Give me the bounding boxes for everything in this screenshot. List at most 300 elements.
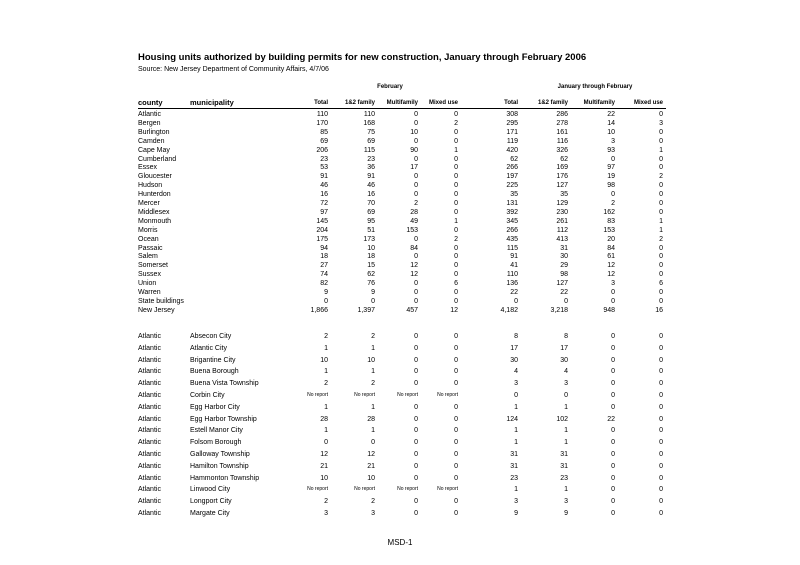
- table-row: [0, 332, 800, 341]
- table-row: [0, 235, 800, 244]
- table-row: [0, 379, 800, 388]
- feb-total-cell: 91: [320, 173, 328, 181]
- ytd-mixed-use-cell: 1: [659, 217, 663, 225]
- feb-multifamily-cell: 0: [414, 415, 418, 423]
- county-cell: Warren: [138, 289, 161, 296]
- table-row: [0, 110, 800, 119]
- feb-total-cell: 18: [320, 253, 328, 261]
- feb-multifamily-cell: 90: [410, 146, 418, 154]
- ytd-multifamily-cell: 12: [607, 262, 615, 270]
- county-cell: Atlantic: [138, 439, 161, 447]
- feb-1-2-family-cell: 16: [367, 191, 375, 199]
- feb-1-2-family-cell: No report: [354, 392, 375, 398]
- source-note: Source: New Jersey Department of Community Affairs, 4/7/06: [138, 66, 329, 73]
- feb-total-cell: 21: [320, 462, 328, 470]
- ytd-mixed-use-cell: 0: [659, 498, 663, 506]
- table-row: [0, 146, 800, 155]
- ytd-total-cell: 17: [510, 344, 518, 352]
- table-row: [0, 306, 800, 315]
- feb-multifamily-cell: 0: [414, 427, 418, 435]
- feb-mixed-use-cell: 2: [454, 119, 458, 127]
- ytd-total-cell: 3: [514, 380, 518, 388]
- county-cell: New Jersey: [138, 306, 175, 314]
- feb-mixed-use-cell: 0: [454, 289, 458, 296]
- table-row: [0, 356, 800, 365]
- ytd-mixed-use-cell: 0: [659, 356, 663, 364]
- ytd-mixed-use-cell: 0: [659, 200, 663, 207]
- feb-total-cell: 206: [316, 146, 328, 154]
- group-header-jan-feb: January through February: [557, 84, 633, 90]
- ytd-mixed-use-cell: 0: [659, 111, 663, 118]
- feb-mixed-use-cell: 0: [454, 498, 458, 506]
- feb-mixed-use-cell: 0: [454, 271, 458, 279]
- feb-total-cell: 16: [320, 191, 328, 199]
- county-cell: Atlantic: [138, 462, 161, 470]
- feb-total-cell: 23: [320, 155, 328, 163]
- feb-total-cell: 74: [320, 271, 328, 279]
- county-cell: State buildings: [138, 297, 184, 305]
- county-cell: Atlantic: [138, 415, 161, 423]
- county-cell: Atlantic: [138, 392, 161, 399]
- report-title: Housing units authorized by building permits for new construction, January through February 2006: [138, 52, 587, 63]
- feb-1-2-family-cell: 110: [363, 111, 375, 118]
- municipality-cell: Brigantine City: [190, 356, 236, 364]
- feb-total-cell: 2: [324, 498, 328, 506]
- ytd-1-2-family-cell: 1: [564, 439, 568, 447]
- ytd-multifamily-cell: 162: [603, 208, 615, 216]
- feb-1-2-family-cell: 2: [371, 498, 375, 506]
- feb-mixed-use-cell: 0: [454, 137, 458, 145]
- ytd-multifamily-cell: 0: [611, 451, 615, 458]
- table-row: [0, 438, 800, 447]
- table-row: [0, 119, 800, 128]
- feb-total-cell: No report: [307, 392, 328, 398]
- county-cell: Atlantic: [138, 333, 161, 340]
- county-cell: Gloucester: [138, 173, 172, 181]
- ytd-1-2-family-cell: 102: [556, 415, 568, 423]
- feb-multifamily-cell: 0: [414, 498, 418, 506]
- ytd-multifamily-cell: 0: [611, 474, 615, 482]
- county-cell: Somerset: [138, 262, 168, 270]
- feb-multifamily-cell: 28: [410, 208, 418, 216]
- municipality-cell: Margate City: [190, 510, 230, 517]
- ytd-mixed-use-cell: 0: [659, 297, 663, 305]
- ytd-mixed-use-cell: 0: [659, 155, 663, 163]
- county-cell: Mercer: [138, 200, 160, 207]
- feb-total-cell: 0: [324, 439, 328, 447]
- ytd-mixed-use-cell: 0: [659, 271, 663, 279]
- ytd-mixed-use-cell: 0: [659, 137, 663, 145]
- feb-multifamily-cell: 0: [414, 510, 418, 517]
- feb-mixed-use-cell: 0: [454, 253, 458, 261]
- ytd-1-2-family-cell: 29: [560, 262, 568, 270]
- feb-mixed-use-cell: 0: [454, 173, 458, 181]
- county-cell: Atlantic: [138, 111, 161, 118]
- page-footer: MSD-1: [387, 538, 413, 547]
- feb-total-cell: 69: [320, 137, 328, 145]
- ytd-multifamily-cell: 0: [611, 380, 615, 388]
- ytd-mixed-use-cell: 0: [659, 451, 663, 458]
- county-cell: Burlington: [138, 128, 170, 136]
- county-cell: Passaic: [138, 244, 163, 252]
- feb-1-2-family-cell: 70: [367, 200, 375, 207]
- ytd-1-2-family-cell: 30: [560, 253, 568, 261]
- feb-mixed-use-cell: 0: [454, 111, 458, 118]
- ytd-1-2-family-cell: 3: [564, 380, 568, 388]
- ytd-total-cell: 23: [510, 474, 518, 482]
- feb-total-cell: 0: [324, 297, 328, 305]
- column-header-county: county: [138, 98, 163, 107]
- ytd-mixed-use-cell: 0: [659, 474, 663, 482]
- ytd-mixed-use-cell: 16: [655, 306, 663, 314]
- feb-1-2-family-cell: 62: [367, 271, 375, 279]
- feb-mixed-use-cell: 0: [454, 451, 458, 458]
- ytd-multifamily-cell: 19: [607, 173, 615, 181]
- table-row: [0, 297, 800, 306]
- county-cell: Hunterdon: [138, 191, 171, 199]
- feb-multifamily-cell: 0: [414, 155, 418, 163]
- ytd-multifamily-cell: 0: [611, 191, 615, 199]
- county-cell: Cumberland: [138, 155, 177, 163]
- ytd-total-cell: 392: [506, 208, 518, 216]
- county-cell: Hudson: [138, 182, 163, 190]
- feb-total-cell: 204: [316, 226, 328, 234]
- county-cell: Middlesex: [138, 208, 170, 216]
- ytd-mixed-use-cell: 0: [659, 289, 663, 296]
- feb-1-2-family-cell: 36: [367, 164, 375, 172]
- feb-1-2-family-cell: 15: [367, 262, 375, 270]
- feb-total-cell: 97: [320, 208, 328, 216]
- table-row: [0, 137, 800, 146]
- feb-total-cell: 53: [320, 164, 328, 172]
- feb-total-cell: 2: [324, 333, 328, 340]
- county-cell: Atlantic: [138, 498, 161, 506]
- ytd-multifamily-cell: 0: [611, 368, 615, 376]
- ytd-total-cell: 8: [514, 333, 518, 340]
- ytd-1-2-family-cell: 17: [560, 344, 568, 352]
- feb-multifamily-cell: 0: [414, 137, 418, 145]
- feb-total-cell: 85: [320, 128, 328, 136]
- county-cell: Union: [138, 280, 157, 288]
- feb-mixed-use-cell: 0: [454, 415, 458, 423]
- municipality-cell: Egg Harbor Township: [190, 415, 257, 423]
- feb-1-2-family-cell: 23: [367, 155, 375, 163]
- feb-total-cell: 175: [316, 235, 328, 243]
- ytd-multifamily-cell: 0: [611, 333, 615, 340]
- feb-total-cell: 1: [324, 344, 328, 352]
- ytd-1-2-family-cell: 31: [560, 462, 568, 470]
- ytd-total-cell: 171: [506, 128, 518, 136]
- ytd-1-2-family-cell: 116: [556, 137, 568, 145]
- feb-1-2-family-cell: 1: [371, 403, 375, 411]
- ytd-1-2-family-cell: 31: [560, 451, 568, 458]
- column-header-ytd-mixed-use: Mixed use: [633, 100, 663, 106]
- ytd-mixed-use-cell: 0: [659, 368, 663, 376]
- municipality-cell: Hamilton Township: [190, 462, 249, 470]
- ytd-total-cell: 62: [510, 155, 518, 163]
- feb-mixed-use-cell: 0: [454, 344, 458, 352]
- feb-multifamily-cell: 0: [414, 368, 418, 376]
- ytd-total-cell: 22: [510, 289, 518, 296]
- ytd-total-cell: 197: [506, 173, 518, 181]
- table-row: [0, 208, 800, 217]
- feb-1-2-family-cell: 75: [367, 128, 375, 136]
- ytd-multifamily-cell: 0: [611, 498, 615, 506]
- feb-multifamily-cell: 0: [414, 253, 418, 261]
- municipality-cell: Hammonton Township: [190, 474, 260, 482]
- feb-multifamily-cell: 2: [414, 200, 418, 207]
- table-row: [0, 497, 800, 506]
- column-header-municipality: municipality: [190, 98, 234, 107]
- feb-multifamily-cell: 0: [414, 191, 418, 199]
- ytd-multifamily-cell: 0: [611, 289, 615, 296]
- feb-1-2-family-cell: 76: [367, 280, 375, 288]
- ytd-mixed-use-cell: 2: [659, 173, 663, 181]
- feb-mixed-use-cell: 0: [454, 128, 458, 136]
- ytd-1-2-family-cell: 30: [560, 356, 568, 364]
- feb-mixed-use-cell: 0: [454, 191, 458, 199]
- table-row: [0, 403, 800, 412]
- ytd-1-2-family-cell: 0: [564, 297, 568, 305]
- ytd-1-2-family-cell: 98: [560, 271, 568, 279]
- ytd-multifamily-cell: 83: [607, 217, 615, 225]
- feb-mixed-use-cell: 0: [454, 262, 458, 270]
- ytd-multifamily-cell: 2: [611, 200, 615, 207]
- ytd-multifamily-cell: 0: [611, 403, 615, 411]
- ytd-1-2-family-cell: 176: [556, 173, 568, 181]
- ytd-total-cell: 41: [510, 262, 518, 270]
- county-cell: Atlantic: [138, 356, 161, 364]
- feb-1-2-family-cell: 1: [371, 344, 375, 352]
- ytd-multifamily-cell: 0: [611, 155, 615, 163]
- ytd-1-2-family-cell: 1: [564, 486, 568, 494]
- ytd-multifamily-cell: 98: [607, 182, 615, 190]
- feb-mixed-use-cell: 1: [454, 146, 458, 154]
- ytd-mixed-use-cell: 0: [659, 344, 663, 352]
- county-cell: Atlantic: [138, 427, 161, 435]
- feb-1-2-family-cell: 69: [367, 137, 375, 145]
- table-row: [0, 155, 800, 164]
- ytd-1-2-family-cell: 62: [560, 155, 568, 163]
- ytd-mixed-use-cell: 0: [659, 486, 663, 494]
- feb-multifamily-cell: 0: [414, 451, 418, 458]
- municipality-cell: Buena Vista Township: [190, 380, 259, 388]
- ytd-total-cell: 1: [514, 403, 518, 411]
- ytd-1-2-family-cell: 286: [556, 111, 568, 118]
- ytd-multifamily-cell: 97: [607, 164, 615, 172]
- ytd-1-2-family-cell: 1: [564, 403, 568, 411]
- ytd-total-cell: 4,182: [500, 306, 518, 314]
- ytd-mixed-use-cell: 6: [659, 280, 663, 288]
- feb-multifamily-cell: 457: [406, 306, 418, 314]
- ytd-total-cell: 1: [514, 427, 518, 435]
- county-cell: Atlantic: [138, 368, 161, 376]
- ytd-multifamily-cell: 14: [607, 119, 615, 127]
- column-header-feb-mixed-use: Mixed use: [428, 100, 458, 106]
- ytd-mixed-use-cell: 0: [659, 462, 663, 470]
- municipality-cell: Estell Manor City: [190, 427, 243, 435]
- ytd-mixed-use-cell: 0: [659, 403, 663, 411]
- feb-mixed-use-cell: 0: [454, 439, 458, 447]
- ytd-1-2-family-cell: 112: [556, 226, 568, 234]
- feb-1-2-family-cell: 173: [363, 235, 375, 243]
- ytd-multifamily-cell: 22: [607, 415, 615, 423]
- table-row: [0, 509, 800, 518]
- group-header-february: February: [377, 84, 403, 90]
- table-row: [0, 415, 800, 424]
- county-cell: Essex: [138, 164, 158, 172]
- feb-1-2-family-cell: 0: [371, 297, 375, 305]
- feb-mixed-use-cell: 0: [454, 182, 458, 190]
- table-row: [0, 217, 800, 226]
- feb-mixed-use-cell: 0: [454, 155, 458, 163]
- county-cell: Sussex: [138, 271, 161, 279]
- municipality-cell: Corbin City: [190, 392, 225, 399]
- ytd-mixed-use-cell: 0: [659, 380, 663, 388]
- ytd-total-cell: 1: [514, 439, 518, 447]
- county-cell: Salem: [138, 253, 158, 261]
- feb-total-cell: No report: [307, 486, 328, 493]
- ytd-multifamily-cell: 84: [607, 244, 615, 252]
- feb-1-2-family-cell: 3: [371, 510, 375, 517]
- feb-mixed-use-cell: 0: [454, 226, 458, 234]
- feb-multifamily-cell: 0: [414, 182, 418, 190]
- feb-mixed-use-cell: No report: [437, 486, 458, 493]
- ytd-1-2-family-cell: 0: [564, 392, 568, 399]
- ytd-multifamily-cell: 0: [611, 344, 615, 352]
- feb-1-2-family-cell: 2: [371, 380, 375, 388]
- feb-total-cell: 1,866: [310, 306, 328, 314]
- ytd-1-2-family-cell: 161: [556, 128, 568, 136]
- ytd-multifamily-cell: 0: [611, 462, 615, 470]
- table-row: [0, 288, 800, 297]
- feb-multifamily-cell: 49: [410, 217, 418, 225]
- ytd-multifamily-cell: 61: [607, 253, 615, 261]
- feb-mixed-use-cell: 0: [454, 474, 458, 482]
- county-cell: Atlantic: [138, 451, 161, 458]
- feb-multifamily-cell: 0: [414, 235, 418, 243]
- table-row: [0, 270, 800, 279]
- county-cell: Atlantic: [138, 486, 161, 494]
- ytd-total-cell: 4: [514, 368, 518, 376]
- feb-1-2-family-cell: 1: [371, 368, 375, 376]
- feb-mixed-use-cell: 0: [454, 297, 458, 305]
- feb-total-cell: 2: [324, 380, 328, 388]
- ytd-1-2-family-cell: 23: [560, 474, 568, 482]
- feb-multifamily-cell: 17: [410, 164, 418, 172]
- ytd-1-2-family-cell: 8: [564, 333, 568, 340]
- ytd-1-2-family-cell: 413: [556, 235, 568, 243]
- feb-total-cell: 72: [320, 200, 328, 207]
- municipality-cell: Longport City: [190, 498, 232, 506]
- ytd-1-2-family-cell: 3,218: [550, 306, 568, 314]
- ytd-total-cell: 115: [506, 244, 518, 252]
- feb-multifamily-cell: 0: [414, 333, 418, 340]
- ytd-total-cell: 31: [510, 451, 518, 458]
- table-row: [0, 426, 800, 435]
- ytd-1-2-family-cell: 169: [556, 164, 568, 172]
- municipality-cell: Folsom Borough: [190, 439, 242, 447]
- feb-total-cell: 145: [316, 217, 328, 225]
- table-row: [0, 244, 800, 253]
- ytd-multifamily-cell: 948: [603, 306, 615, 314]
- feb-multifamily-cell: 0: [414, 289, 418, 296]
- feb-total-cell: 1: [324, 368, 328, 376]
- ytd-multifamily-cell: 3: [611, 280, 615, 288]
- feb-multifamily-cell: 153: [406, 226, 418, 234]
- feb-1-2-family-cell: 21: [367, 462, 375, 470]
- feb-mixed-use-cell: 0: [454, 462, 458, 470]
- column-header-ytd-multifamily: Multifamily: [583, 100, 615, 106]
- feb-multifamily-cell: 0: [414, 403, 418, 411]
- table-row: [0, 261, 800, 270]
- feb-1-2-family-cell: 10: [367, 474, 375, 482]
- ytd-1-2-family-cell: 278: [556, 119, 568, 127]
- feb-total-cell: 10: [320, 356, 328, 364]
- ytd-total-cell: 3: [514, 498, 518, 506]
- county-cell: Monmouth: [138, 217, 172, 225]
- feb-total-cell: 9: [324, 289, 328, 296]
- ytd-total-cell: 110: [506, 271, 518, 279]
- feb-mixed-use-cell: 6: [454, 280, 458, 288]
- ytd-mixed-use-cell: 0: [659, 392, 663, 399]
- feb-mixed-use-cell: 0: [454, 208, 458, 216]
- column-header-feb-total: Total: [314, 100, 328, 106]
- ytd-total-cell: 308: [506, 111, 518, 118]
- ytd-mixed-use-cell: 3: [659, 119, 663, 127]
- municipality-cell: Buena Borough: [190, 368, 239, 376]
- ytd-total-cell: 9: [514, 510, 518, 517]
- feb-multifamily-cell: 0: [414, 119, 418, 127]
- ytd-1-2-family-cell: 22: [560, 289, 568, 296]
- ytd-multifamily-cell: 153: [603, 226, 615, 234]
- table-row: [0, 226, 800, 235]
- municipality-cell: Atlantic City: [190, 344, 227, 352]
- table-row: [0, 462, 800, 471]
- feb-1-2-family-cell: 1: [371, 427, 375, 435]
- feb-1-2-family-cell: 10: [367, 244, 375, 252]
- table-row: [0, 391, 800, 400]
- ytd-total-cell: 435: [506, 235, 518, 243]
- ytd-total-cell: 35: [510, 191, 518, 199]
- feb-1-2-family-cell: 0: [371, 439, 375, 447]
- feb-1-2-family-cell: No report: [354, 486, 375, 493]
- table-row: [0, 367, 800, 376]
- ytd-mixed-use-cell: 0: [659, 415, 663, 423]
- table-row: [0, 450, 800, 459]
- municipality-cell: Linwood City: [190, 486, 231, 494]
- county-cell: Cape May: [138, 146, 170, 154]
- table-row: [0, 128, 800, 137]
- ytd-mixed-use-cell: 0: [659, 128, 663, 136]
- feb-multifamily-cell: 0: [414, 173, 418, 181]
- county-cell: Bergen: [138, 119, 161, 127]
- feb-mixed-use-cell: 2: [454, 235, 458, 243]
- ytd-1-2-family-cell: 127: [556, 182, 568, 190]
- ytd-multifamily-cell: 0: [611, 427, 615, 435]
- ytd-total-cell: 295: [506, 119, 518, 127]
- ytd-mixed-use-cell: 1: [659, 146, 663, 154]
- feb-1-2-family-cell: 95: [367, 217, 375, 225]
- ytd-mixed-use-cell: 0: [659, 208, 663, 216]
- feb-mixed-use-cell: 12: [450, 306, 458, 314]
- feb-1-2-family-cell: 10: [367, 356, 375, 364]
- ytd-total-cell: 131: [506, 200, 518, 207]
- feb-total-cell: 1: [324, 427, 328, 435]
- feb-1-2-family-cell: 9: [371, 289, 375, 296]
- ytd-mixed-use-cell: 2: [659, 235, 663, 243]
- feb-mixed-use-cell: No report: [437, 392, 458, 398]
